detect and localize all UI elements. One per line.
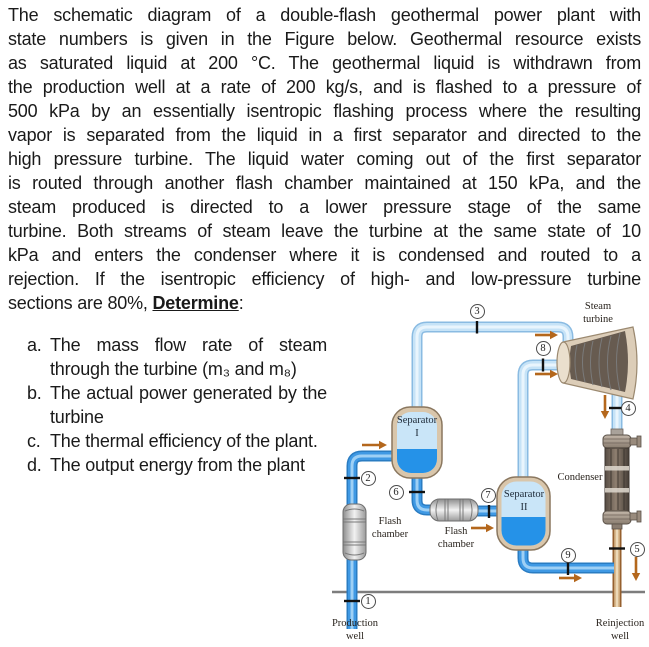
state-badge-4: 4 bbox=[621, 401, 636, 416]
state-badge-5: 5 bbox=[630, 542, 645, 557]
problem-line: the production well at a rate of 200 kg/s, and is flashed to a pressure of bbox=[8, 77, 641, 97]
reinjection-well-label bbox=[595, 618, 645, 643]
steam-turbine-label-line: turbine bbox=[583, 313, 613, 325]
problem-line: high pressure turbine. The liquid water coming out of the first separator bbox=[8, 149, 641, 169]
steam-pipe-state8 bbox=[523, 365, 566, 481]
problem-line: is routed through another flash chamber maintained at 150 kPa, and the bbox=[8, 173, 641, 193]
flash-chamber-1-vessel bbox=[343, 504, 366, 560]
problem-line: vapor is separated from the liquid in a first separator and directed to the bbox=[8, 125, 641, 145]
determine-suffix: : bbox=[238, 293, 244, 313]
problem-line: steam produced is directed to a lower pressure stage of the same bbox=[8, 197, 641, 217]
flow-arrow-turbine-exhaust bbox=[601, 395, 609, 419]
question-b bbox=[27, 381, 327, 429]
separator-2-label-line: II bbox=[520, 501, 528, 513]
question-marker: a. bbox=[27, 335, 42, 355]
condenser bbox=[603, 429, 641, 529]
question-line: turbine bbox=[50, 407, 104, 427]
determine-keyword: Determine bbox=[152, 293, 239, 313]
flash-chamber-2-vessel bbox=[430, 499, 478, 521]
question-line: The thermal efficiency of the plant. bbox=[50, 431, 318, 451]
problem-line: 500 kPa by an essentially isentropic flashing process where the resulting bbox=[8, 101, 641, 121]
state-badge-1: 1 bbox=[361, 594, 376, 609]
separator-2-label-line: Separator bbox=[503, 489, 545, 500]
problem-line: The schematic diagram of a double-flash geothermal power plant with bbox=[8, 5, 641, 25]
question-line: The actual power generated by the bbox=[50, 383, 327, 403]
reinjection-well-label-line: Reinjection bbox=[595, 618, 645, 629]
state-badge-3: 3 bbox=[470, 304, 485, 319]
production-well-label bbox=[330, 618, 380, 643]
flash-chamber-1-label-line: Flash bbox=[378, 516, 402, 527]
state-badge-8: 8 bbox=[536, 341, 551, 356]
question-list bbox=[27, 333, 327, 477]
state-badge-7: 7 bbox=[481, 488, 496, 503]
flow-arrow-reinjection bbox=[632, 557, 640, 581]
question-marker: d. bbox=[27, 455, 42, 475]
reinjection-well-label-line: well bbox=[610, 630, 630, 642]
separator-2-label bbox=[498, 489, 550, 514]
flash-chamber-1-label-line: chamber bbox=[371, 528, 409, 540]
flash-chamber-2-label-line: chamber bbox=[437, 538, 475, 550]
question-d bbox=[27, 453, 327, 477]
flow-arrow-brine-out bbox=[559, 574, 582, 582]
flow-arrow-into-separator1 bbox=[362, 441, 387, 449]
question-marker: b. bbox=[27, 383, 42, 403]
flow-arrow-lp-steam bbox=[535, 370, 558, 378]
problem-line: kPa and enters the condenser where it is condensed and routed to a bbox=[8, 245, 641, 265]
separator-1-label-line: Separator bbox=[396, 415, 438, 426]
flash-chamber-2-label bbox=[434, 526, 478, 551]
problem-line: state numbers is given in the Figure below. Geothermal resource exists bbox=[8, 29, 641, 49]
problem-statement bbox=[8, 3, 641, 315]
flash-chamber-2-label-line: Flash bbox=[444, 526, 468, 537]
flash-chamber-1-label bbox=[368, 516, 412, 541]
steam-turbine-label-line: Steam bbox=[584, 301, 612, 312]
condenser-label: Condenser bbox=[557, 472, 603, 483]
state-badge-6: 6 bbox=[389, 485, 404, 500]
question-marker: c. bbox=[27, 431, 41, 451]
production-well-label-line: well bbox=[345, 630, 365, 642]
plant-schematic bbox=[330, 295, 649, 647]
question-c bbox=[27, 429, 327, 453]
problem-line: rejection. If the isentropic efficiency of high- and low-pressure turbine bbox=[8, 269, 641, 289]
separator-1-label-line: I bbox=[415, 427, 419, 439]
question-a bbox=[27, 333, 327, 381]
steam-turbine-label bbox=[570, 301, 626, 326]
separator-1-label bbox=[392, 415, 442, 440]
question-line: The output energy from the plant bbox=[50, 455, 305, 475]
problem-line: turbine. Both streams of steam leave the turbine at the same state of 10 bbox=[8, 221, 641, 241]
question-line: The mass flow rate of steam bbox=[50, 335, 327, 355]
state-badge-2: 2 bbox=[361, 471, 376, 486]
determine-prefix: sections are 80%, bbox=[8, 293, 153, 313]
question-line: through the turbine (m₃ and m₈) bbox=[50, 359, 297, 379]
production-well-label-line: Production bbox=[331, 618, 379, 629]
state-badge-9: 9 bbox=[561, 548, 576, 563]
problem-line: as saturated liquid at 200 °C. The geothermal liquid is withdrawn from bbox=[8, 53, 641, 73]
